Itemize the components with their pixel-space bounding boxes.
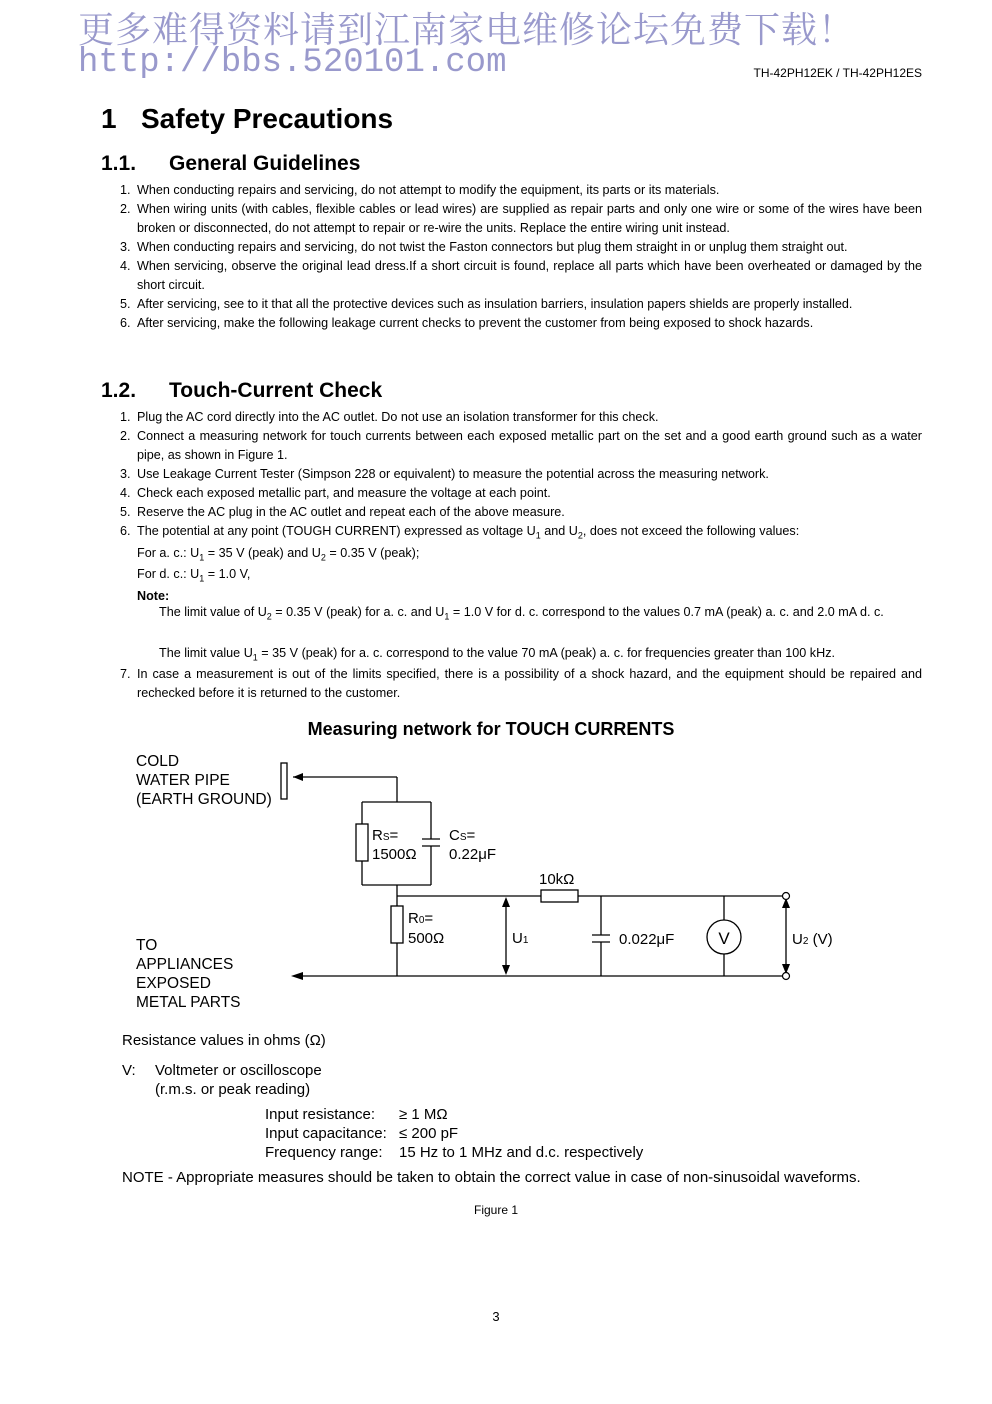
item-number: 5. xyxy=(120,297,131,311)
terminal-top xyxy=(783,893,790,900)
list-item xyxy=(101,314,922,333)
v-label: V: xyxy=(122,1062,136,1079)
watermark-url: http://bbs.520101.com xyxy=(78,44,507,82)
measuring-network-figure xyxy=(0,700,992,1220)
section-number: 1.1. xyxy=(101,152,137,175)
cold-label-1: COLD xyxy=(136,753,180,770)
list-item xyxy=(101,257,922,295)
input-capacitance-value: ≤ 200 pF xyxy=(399,1125,459,1142)
note-label: Note: xyxy=(137,589,170,603)
text: = 0.35 V (peak); xyxy=(325,546,420,560)
list-item xyxy=(101,665,922,703)
chapter-number: 1 xyxy=(101,103,117,134)
chapter-title xyxy=(101,103,393,135)
subscript: 1 xyxy=(252,652,258,663)
list-item xyxy=(101,295,922,314)
list-item xyxy=(101,465,922,484)
item-number: 5. xyxy=(120,505,131,519)
note-2 xyxy=(159,644,922,663)
resistance-note: Resistance values in ohms (Ω) xyxy=(122,1032,326,1049)
page-number: 3 xyxy=(492,1309,500,1324)
item-number: 6. xyxy=(120,524,131,538)
rs-value: 1500Ω xyxy=(372,846,417,863)
list-item xyxy=(101,484,922,503)
touch-current-list-continued xyxy=(101,665,922,703)
item-text: The potential at any point (TOUGH CURRENT) expressed as voltage U xyxy=(137,524,536,538)
item-number: 1. xyxy=(120,410,131,424)
u2-label: U2 (V) xyxy=(792,931,833,948)
input-capacitance-label: Input capacitance: xyxy=(265,1125,387,1142)
item-text: In case a measurement is out of the limits specified, there is a possibility of a shock hazard, and the equipment should be repaired and rechecked before it is returned to the customer. xyxy=(137,667,922,700)
list-item xyxy=(101,408,922,427)
subscript: 1 xyxy=(444,611,450,622)
arrow-u1-down xyxy=(502,965,510,975)
c2-label: 0.022μF xyxy=(619,931,675,948)
frequency-range-value: 15 Hz to 1 MHz and d.c. respectively xyxy=(399,1144,644,1161)
general-guidelines-list xyxy=(101,181,922,333)
u1-label: U1 xyxy=(512,930,529,947)
to-label-4: METAL PARTS xyxy=(136,994,241,1011)
to-label-2: APPLIANCES xyxy=(136,956,234,973)
item-text: Reserve the AC plug in the AC outlet and repeat each of the above measure. xyxy=(137,505,565,519)
item-number: 3. xyxy=(120,467,131,481)
text: = 1.0 V for d. c. correspond to the values 0.7 mA (peak) a. c. and 2.0 mA d. c. xyxy=(449,605,884,619)
text: The limit value of U xyxy=(159,605,267,619)
touch-current-list xyxy=(101,408,922,541)
item-text: When conducting repairs and servicing, do not attempt to modify the equipment, its parts or its materials. xyxy=(137,183,720,197)
text: = 35 V (peak) for a. c. correspond to the value 70 mA (peak) a. c. for frequencies greater than 100 kHz. xyxy=(257,646,835,660)
watermark-chinese: 更多难得资料请到江南家电维修论坛免费下载！ xyxy=(78,10,856,51)
item-text: When servicing, observe the original lead dress.If a short circuit is found, replace all parts which have been overheated or damaged by the short circuit. xyxy=(137,259,922,292)
text: = 35 V (peak) and U xyxy=(204,546,321,560)
item-number: 4. xyxy=(120,486,131,500)
item-number: 2. xyxy=(120,202,131,216)
text: The limit value U xyxy=(159,646,253,660)
item-number: 2. xyxy=(120,429,131,443)
item-number: 6. xyxy=(120,316,131,330)
dc-values xyxy=(137,565,250,584)
list-item xyxy=(101,181,922,200)
cold-label-2: WATER PIPE xyxy=(136,772,230,789)
subscript: 1 xyxy=(535,530,541,541)
item-text: When wiring units (with cables, flexible cables or lead wires) are supplied as repair parts and only one wire or some of the wires have been broken or disconnected, do not attempt to repair or re-wire the units. Replace the entire wiring unit instead. xyxy=(137,202,922,235)
list-item xyxy=(101,238,922,257)
item-number: 3. xyxy=(120,240,131,254)
circuit-wires xyxy=(281,763,786,976)
chapter-title-text: Safety Precautions xyxy=(141,103,394,134)
cs-label: CS= xyxy=(449,827,476,844)
item-text: Plug the AC cord directly into the AC outlet. Do not use an isolation transformer for this check. xyxy=(137,410,659,424)
arrow-u1-up xyxy=(502,897,510,907)
terminal-bottom xyxy=(783,973,790,980)
item-number: 1. xyxy=(120,183,131,197)
resistor-rs xyxy=(356,824,368,861)
item-text: , does not exceed the following values: xyxy=(582,524,800,538)
to-label-3: EXPOSED xyxy=(136,975,211,992)
section-title: General Guidelines xyxy=(169,152,361,175)
cs-value: 0.22μF xyxy=(449,846,496,863)
text: = 1.0 V, xyxy=(204,567,251,581)
water-pipe-terminal xyxy=(281,763,287,799)
frequency-range-label: Frequency range: xyxy=(265,1144,383,1161)
note-1 xyxy=(159,603,922,622)
item-text: Check each exposed metallic part, and measure the voltage at each point. xyxy=(137,486,551,500)
input-resistance-value: ≥ 1 MΩ xyxy=(399,1106,448,1123)
r0-value: 500Ω xyxy=(408,930,445,947)
input-resistance-label: Input resistance: xyxy=(265,1106,376,1123)
list-item xyxy=(101,503,922,522)
cold-label-3: (EARTH GROUND) xyxy=(136,791,272,808)
v-description-2: (r.m.s. or peak reading) xyxy=(155,1081,311,1098)
rs-label: RS= xyxy=(372,827,399,844)
section-heading-general-guidelines xyxy=(101,152,360,176)
to-label-1: TO xyxy=(136,937,158,954)
item-text: and U xyxy=(540,524,578,538)
list-item xyxy=(101,200,922,238)
text: = 0.35 V (peak) for a. c. and U xyxy=(271,605,445,619)
subscript: 1 xyxy=(199,552,205,563)
figure-note: NOTE - Appropriate measures should be taken to obtain the correct value in case of non-sinusoidal waveforms. xyxy=(122,1169,861,1186)
section-number: 1.2. xyxy=(101,379,137,402)
list-item xyxy=(101,522,922,541)
resistor-r0 xyxy=(391,906,403,943)
section-title: Touch-Current Check xyxy=(169,379,383,402)
item-text: Connect a measuring network for touch currents between each exposed metallic part on the set and a good earth ground such as a water pipe, as shown in Figure 1. xyxy=(137,429,922,462)
subscript: 2 xyxy=(320,552,326,563)
text: For d. c.: U xyxy=(137,567,200,581)
figure-title: Measuring network for TOUCH CURRENTS xyxy=(307,719,675,739)
r10k-label: 10kΩ xyxy=(539,871,575,888)
item-text: When conducting repairs and servicing, do not twist the Faston connectors but plug them straight in or unplug them straight out. xyxy=(137,240,848,254)
r0-label: R0= xyxy=(408,910,434,927)
subscript: 1 xyxy=(199,573,205,584)
arrow-pipe xyxy=(293,773,303,781)
item-number: 4. xyxy=(120,259,131,273)
resistor-10k xyxy=(541,890,578,902)
figure-caption: Figure 1 xyxy=(473,1203,519,1217)
voltmeter-label: V xyxy=(718,929,730,948)
item-number: 7. xyxy=(120,667,131,681)
section-heading-touch-current-check xyxy=(101,379,382,403)
item-text: Use Leakage Current Tester (Simpson 228 or equivalent) to measure the potential across the measuring network. xyxy=(137,467,769,481)
subscript: 2 xyxy=(266,611,272,622)
arrow-appliances xyxy=(291,972,303,980)
subscript: 2 xyxy=(577,530,583,541)
v-description-1: Voltmeter or oscilloscope xyxy=(155,1062,322,1079)
item-text: After servicing, see to it that all the protective devices such as insulation barriers, insulation papers shields are properly installed. xyxy=(137,297,853,311)
text: For a. c.: U xyxy=(137,546,200,560)
ac-values xyxy=(137,544,419,563)
item-text: After servicing, make the following leakage current checks to prevent the customer from being exposed to shock hazards. xyxy=(137,316,814,330)
model-header: TH-42PH12EK / TH-42PH12ES xyxy=(753,66,922,80)
list-item xyxy=(101,427,922,465)
